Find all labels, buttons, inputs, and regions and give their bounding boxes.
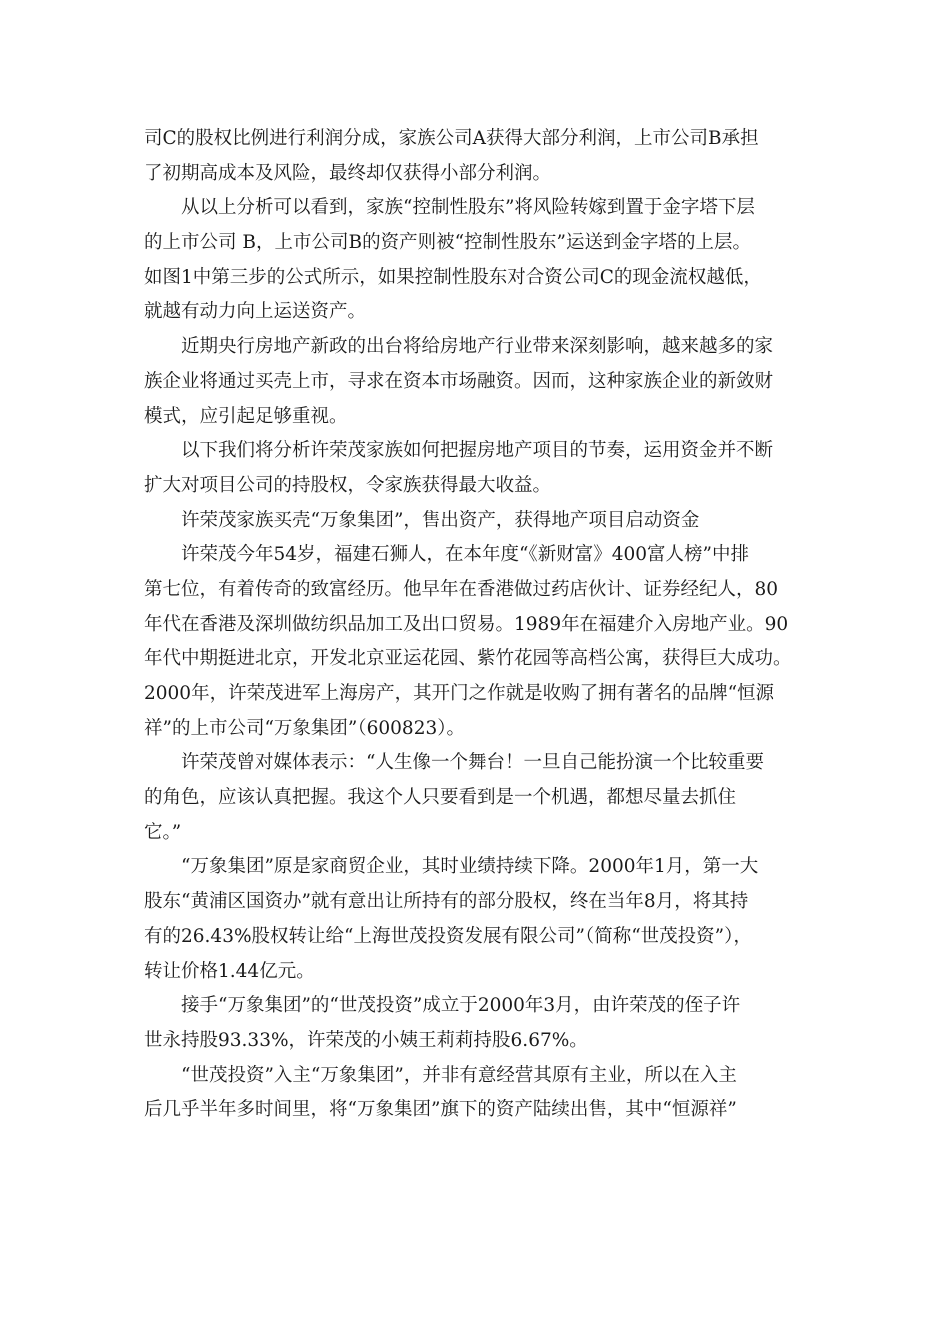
text-line: 近期央行房地产新政的出台将给房地产行业带来深刻影响，越来越多的家: [181, 336, 774, 358]
text-line: 接手“万象集团”的“世茂投资”成立于2000年3月，由许荣茂的侄子许: [181, 995, 741, 1017]
body-text: [144, 122, 814, 1128]
text-line: 后几乎半年多时间里，将“万象集团”旗下的资产陆续出售，其中“恒源祥”: [144, 1099, 737, 1121]
text-line: 许荣茂曾对媒体表示：“人生像一个舞台！一旦自己能扮演一个比较重要: [181, 752, 764, 774]
text-line: 扩大对项目公司的持股权，令家族获得最大收益。: [144, 474, 552, 496]
text-line: 它。”: [144, 821, 182, 843]
text-line: 的角色，应该认真把握。我这个人只要看到是一个机遇，都想尽量去抓住: [144, 787, 737, 809]
text-line: 转让价格1.44亿元。: [144, 960, 315, 982]
text-line: 有的26.43%股权转让给“上海世茂投资发展有限公司”（简称“世茂投资”），: [144, 925, 752, 947]
text-line: 模式，应引起足够重视。: [144, 405, 348, 427]
text-line: 第七位，有着传奇的致富经历。他早年在香港做过药店伙计、证券经纪人，80: [144, 578, 779, 600]
text-line: 年代在香港及深圳做纺织品加工及出口贸易。1989年在福建介入房地产业。90: [144, 613, 789, 635]
text-line: 从以上分析可以看到，家族“控制性股东”将风险转嫁到置于金字塔下层: [181, 197, 755, 219]
text-line: 族企业将通过买壳上市，寻求在资本市场融资。因而，这种家族企业的新敛财: [144, 370, 774, 392]
text-line: 祥”的上市公司“万象集团”（600823）。: [144, 717, 465, 739]
text-line: 司C的股权比例进行利润分成，家族公司A获得大部分利润，上市公司B承担: [144, 128, 759, 149]
text-line: 就越有动力向上运送资产。: [144, 301, 367, 323]
text-line: 了初期高成本及风险，最终却仅获得小部分利润。: [144, 162, 552, 184]
text-line: “万象集团”原是家商贸企业，其时业绩持续下降。2000年1月，第一大: [181, 856, 759, 878]
text-line: 世永持股93.33%，许荣茂的小姨王莉莉持股6.67%。: [144, 1029, 588, 1051]
text-line: “世茂投资”入主“万象集团”，并非有意经营其原有主业，所以在入主: [181, 1064, 737, 1086]
text-line: 许荣茂家族买壳“万象集团”，售出资产，获得地产项目启动资金: [181, 509, 700, 531]
text-line: 以下我们将分析许荣茂家族如何把握房地产项目的节奏，运用资金并不断: [181, 440, 774, 462]
text-line: 许荣茂今年54岁，福建石狮人，在本年度“《新财富》400富人榜”中排: [181, 544, 750, 566]
text-line: 年代中期挺进北京，开发北京亚运花园、紫竹花园等高档公寓，获得巨大成功。: [144, 648, 792, 670]
text-line: 股东“黄浦区国资办”就有意出让所持有的部分股权，终在当年8月，将其持: [144, 891, 749, 913]
text-line: 2000年，许荣茂进军上海房产，其开门之作就是收购了拥有著名的品牌“恒源: [144, 683, 775, 704]
text-line: 的上市公司 B，上市公司B的资产则被“控制性股东”运送到金字塔的上层。: [144, 232, 751, 254]
text-line: 如图1中第三步的公式所示，如果控制性股东对合资公司C的现金流权越低，: [144, 266, 762, 288]
